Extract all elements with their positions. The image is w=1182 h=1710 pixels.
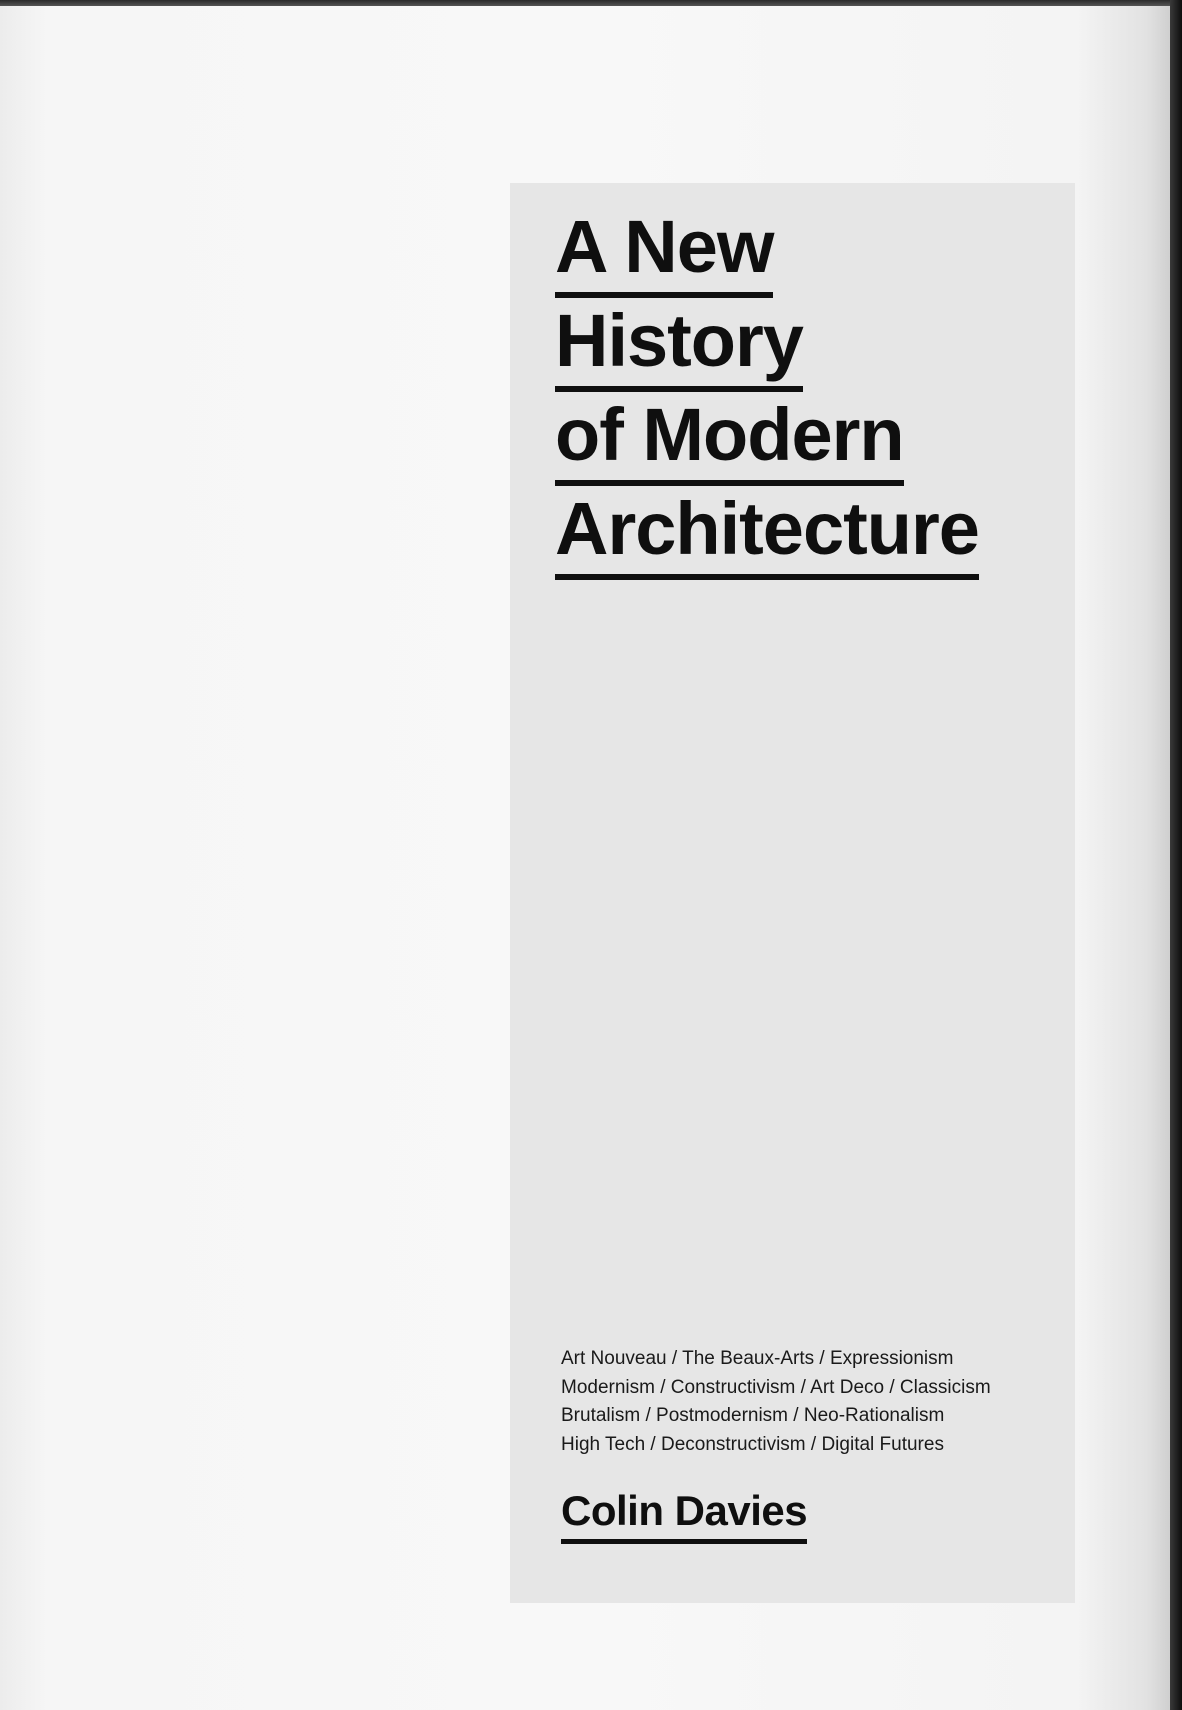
title-line-3: of Modern: [555, 398, 904, 486]
author-name: Colin Davies: [561, 1487, 807, 1544]
title-line-4: Architecture: [555, 492, 979, 580]
book-title: [555, 205, 1055, 586]
movements-list: [561, 1345, 1041, 1459]
movements-line-2: Modernism / Constructivism / Art Deco / Classicism: [561, 1376, 991, 1398]
scan-right-edge: [1170, 0, 1182, 1710]
movements-line-1: Art Nouveau / The Beaux-Arts / Expressionism: [561, 1348, 954, 1369]
movements-line-3: Brutalism / Postmodernism / Neo-Rationalism: [561, 1405, 945, 1426]
title-line-2: History: [555, 304, 803, 392]
title-line-1: A New: [555, 210, 773, 298]
movements-line-4: High Tech / Deconstructivism / Digital Futures: [561, 1433, 944, 1455]
